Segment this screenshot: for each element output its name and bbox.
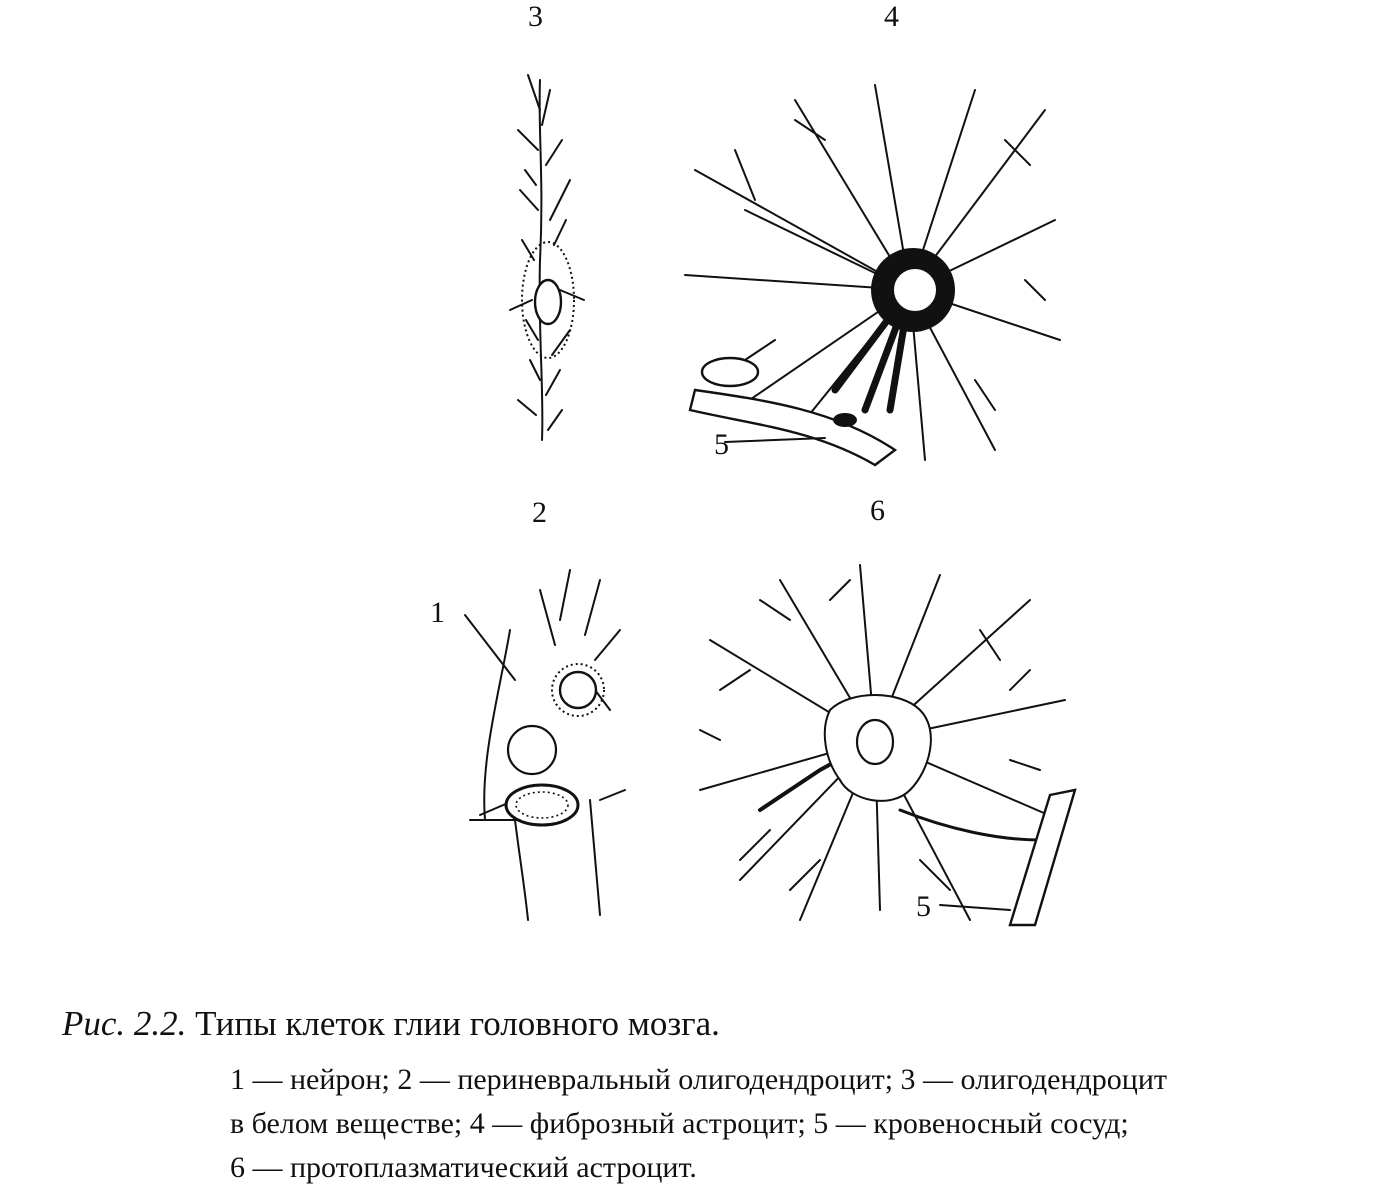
figure-legend bbox=[230, 1058, 1390, 1190]
perineural-oligodendrocyte-illustration bbox=[460, 560, 640, 930]
protoplasmic-astrocyte-illustration bbox=[680, 560, 1080, 930]
legend-line-3: 6 — протоплазматический астроцит. bbox=[230, 1151, 697, 1184]
legend-line-1: 1 — нейрон; 2 — периневральный олигодендроцит; 3 — олигодендроцит bbox=[230, 1063, 1167, 1096]
callout-label-5-top: 5 bbox=[714, 428, 729, 461]
panel-label-2: 2 bbox=[532, 496, 547, 529]
figure-caption bbox=[62, 1004, 720, 1044]
panel-label-6: 6 bbox=[870, 494, 885, 527]
fibrous-astrocyte-illustration bbox=[675, 80, 1065, 470]
figure-title: Типы клеток глии головного мозга. bbox=[195, 1004, 720, 1043]
panel-label-3: 3 bbox=[528, 0, 543, 33]
oligodendrocyte-white-matter-illustration bbox=[500, 70, 610, 450]
panel-label-4: 4 bbox=[884, 0, 899, 33]
callout-label-5-bottom: 5 bbox=[916, 890, 931, 923]
figure-number: Рис. 2.2. bbox=[62, 1004, 187, 1043]
callout-label-1: 1 bbox=[430, 596, 445, 629]
legend-line-2: в белом веществе; 4 — фиброзный астроцит; 5 — кровеносный сосуд; bbox=[230, 1107, 1129, 1140]
